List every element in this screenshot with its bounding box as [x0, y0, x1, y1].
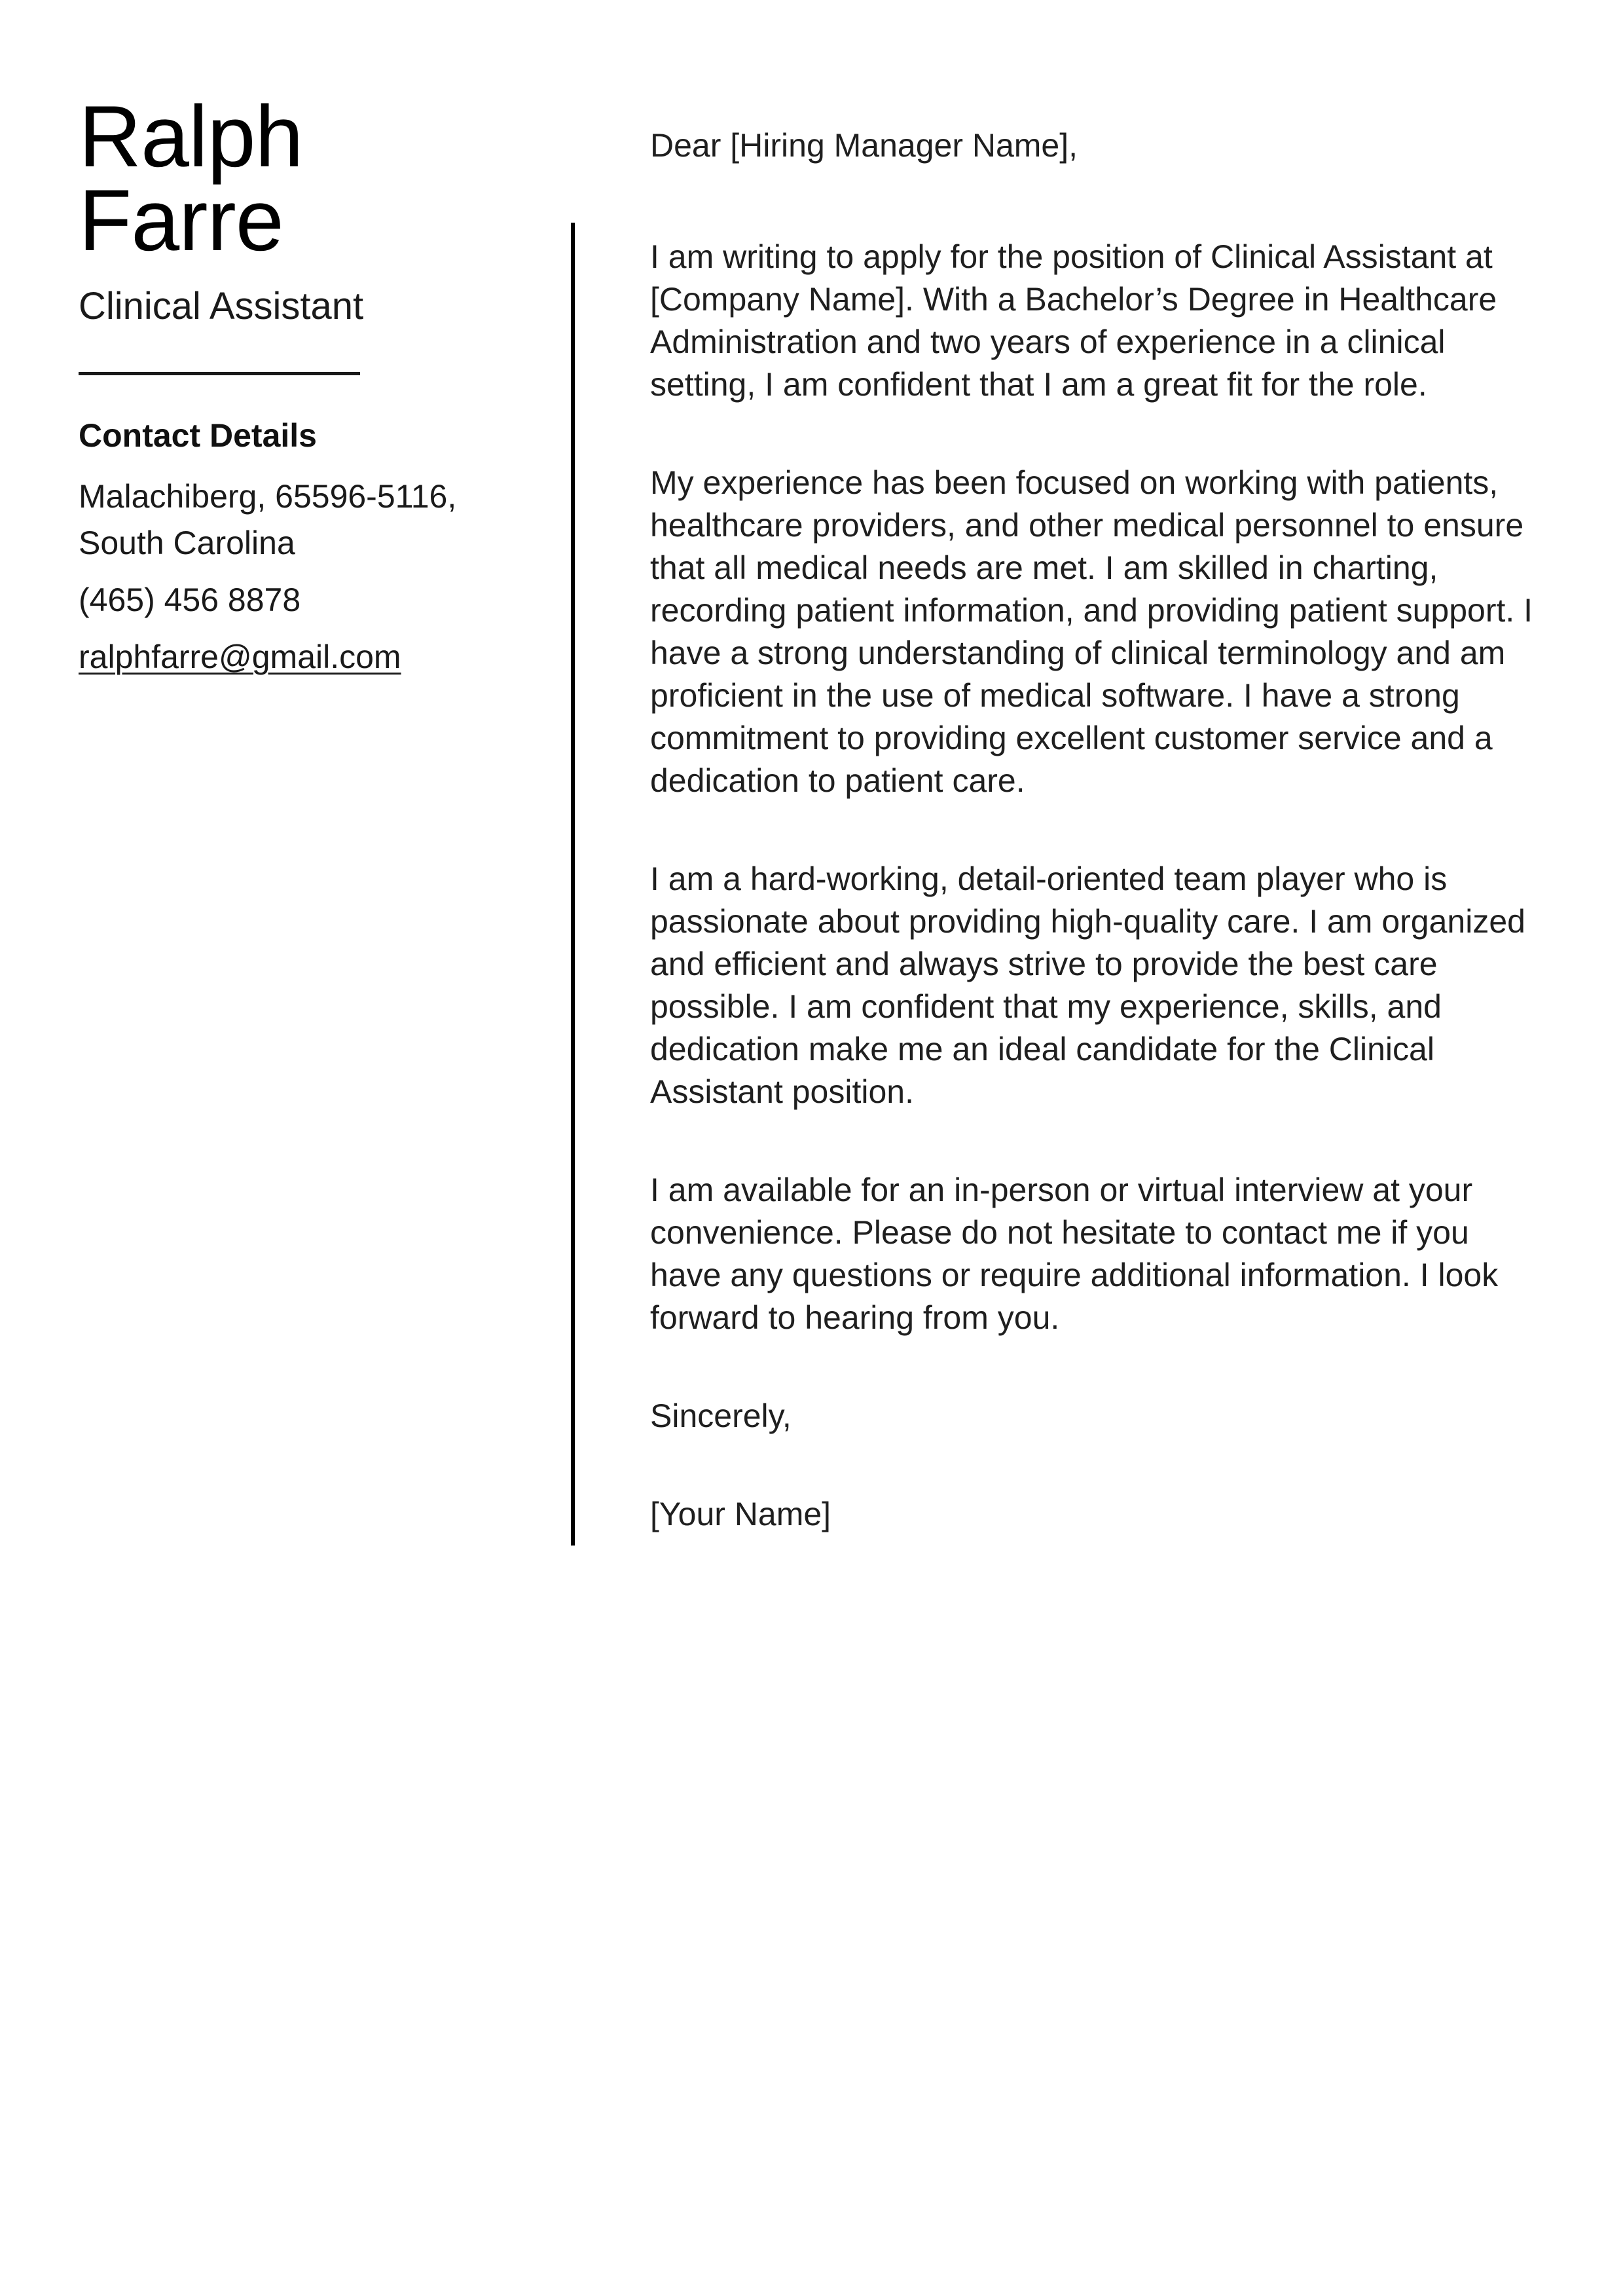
letter-body — [571, 223, 1544, 1546]
candidate-first-name: Ralph — [79, 88, 303, 185]
contact-address-line1: Malachiberg, 65596-5116, — [79, 478, 457, 515]
sidebar-divider — [79, 372, 360, 375]
contact-details-heading: Contact Details — [79, 417, 317, 454]
contact-address-line2: South Carolina — [79, 525, 295, 561]
candidate-last-name: Farre — [79, 172, 283, 269]
sidebar — [0, 0, 571, 2296]
letter-paragraph: I am writing to apply for the position of Clinical Assistant at [Company Name]. With a Bachelor’s Degree in Healthcare Administration and two years of experience in a clinical setting, I am confident that I am a great fit for the role. — [650, 238, 1497, 403]
salutation: Dear [Hiring Manager Name], — [650, 127, 1078, 164]
signature-placeholder: [Your Name] — [650, 1496, 831, 1532]
contact-phone: (465) 456 8878 — [79, 582, 301, 618]
contact-address — [79, 473, 512, 566]
letter-column — [571, 0, 1623, 2296]
letter-paragraph: I am available for an in-person or virtual interview at your convenience. Please do not hesitate to contact me if you have any questions or require additional information. I look forward to hearing from you. — [650, 1172, 1499, 1336]
job-title: Clinical Assistant — [79, 285, 364, 327]
closing: Sincerely, — [650, 1398, 792, 1434]
candidate-name — [79, 88, 512, 269]
email-link[interactable]: ralphfarre@gmail.com — [79, 639, 401, 675]
contact-email — [79, 634, 512, 680]
letter-paragraph: My experience has been focused on working with patients, healthcare providers, and other medical personnel to ensure that all medical needs are met. I am skilled in charting, recording patient information, and providing patient support. I have a strong understanding of clinical terminology and am proficient in the use of medical software. I have a strong commitment to providing excellent customer service and a dedication to patient care. — [650, 464, 1533, 799]
letter-paragraph: I am a hard-working, detail-oriented team player who is passionate about providing high-quality care. I am organized and efficient and always strive to provide the best care possible. I am confident that my experience, skills, and dedication make me an ideal candidate for the Clinical Assistant position. — [650, 861, 1525, 1110]
